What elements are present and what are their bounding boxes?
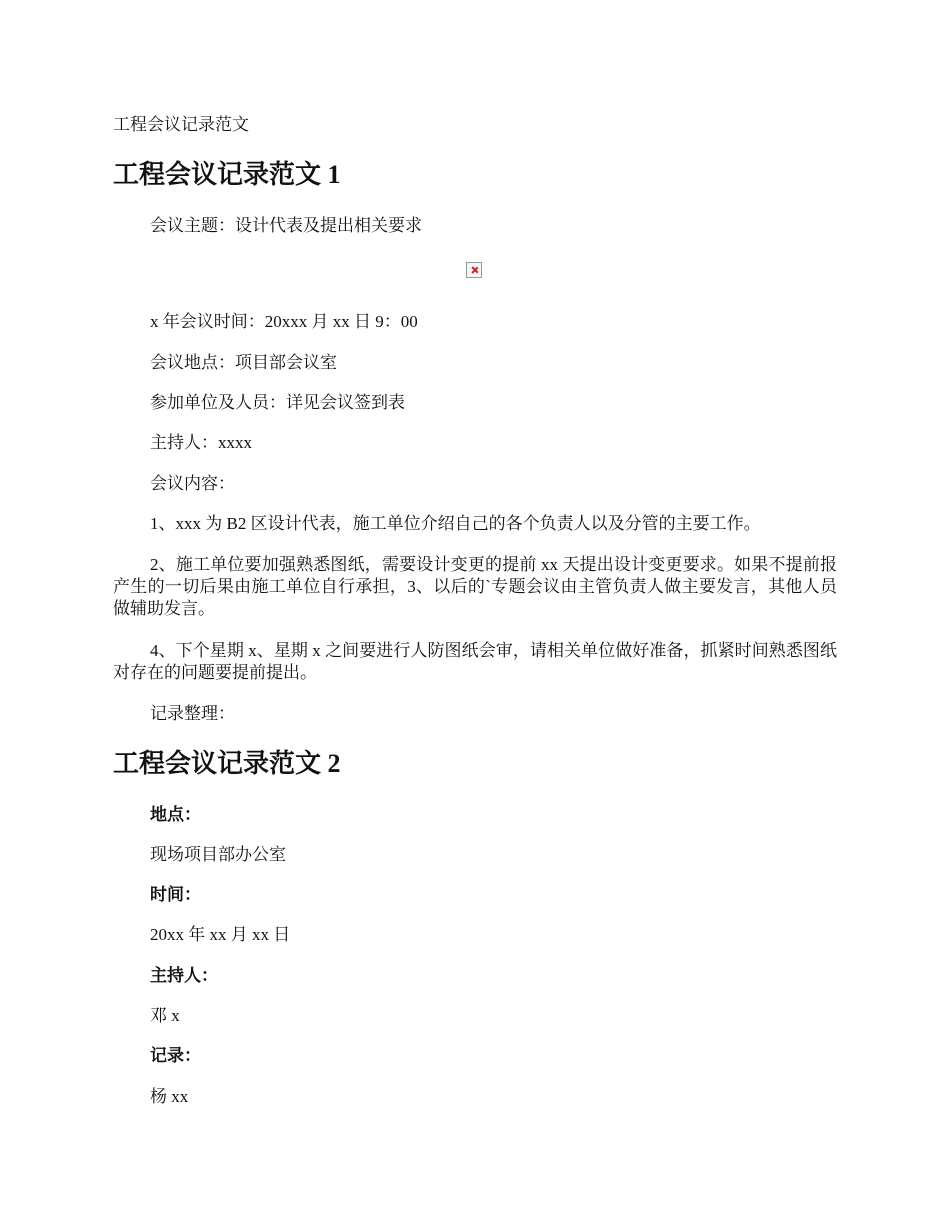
section-2-host-value: 邓 x	[150, 1006, 180, 1025]
section-2-recorder-value: 杨 xx	[150, 1087, 189, 1106]
section-1-heading: 工程会议记录范文 1	[113, 160, 341, 189]
section-2-recorder-label: 记录：	[150, 1046, 201, 1065]
meeting-content-label: 会议内容：	[150, 474, 235, 493]
section-2-time-label: 时间：	[150, 885, 201, 904]
section-2-host-label: 主持人：	[150, 966, 218, 985]
section-2-heading: 工程会议记录范文 2	[113, 749, 341, 778]
meeting-item-4: 4、下个星期 x、星期 x 之间要进行人防图纸会审，请相关单位做好准备，抓紧时间熟悉图纸对存在的问题要提前提出。	[113, 641, 837, 682]
meeting-location: 会议地点：项目部会议室	[150, 353, 337, 372]
section-2-location-value: 现场项目部办公室	[150, 845, 286, 864]
document-title: 工程会议记录范文	[113, 115, 249, 134]
meeting-item-2: 2、施工单位要加强熟悉图纸，需要设计变更的提前 xx 天提出设计变更要求。如果不提前报产生的一切后果由施工单位自行承担，3、以后的`专题会议由主管负责人做主要发言，其他人员做辅助发言。	[113, 555, 837, 618]
meeting-time: x 年会议时间：20xxx 月 xx 日 9：00	[150, 312, 418, 331]
meeting-topic: 会议主题：设计代表及提出相关要求	[150, 216, 422, 235]
meeting-attendees: 参加单位及人员：详见会议签到表	[150, 393, 405, 412]
meeting-host: 主持人：xxxx	[150, 433, 252, 452]
meeting-recorder: 记录整理：	[150, 704, 235, 723]
meeting-item-1: 1、xxx 为 B2 区设计代表，施工单位介绍自己的各个负责人以及分管的主要工作。	[150, 514, 761, 533]
section-2-time-value: 20xx 年 xx 月 xx 日	[150, 925, 291, 944]
broken-image-icon	[466, 262, 482, 278]
section-2-location-label: 地点：	[150, 805, 201, 824]
